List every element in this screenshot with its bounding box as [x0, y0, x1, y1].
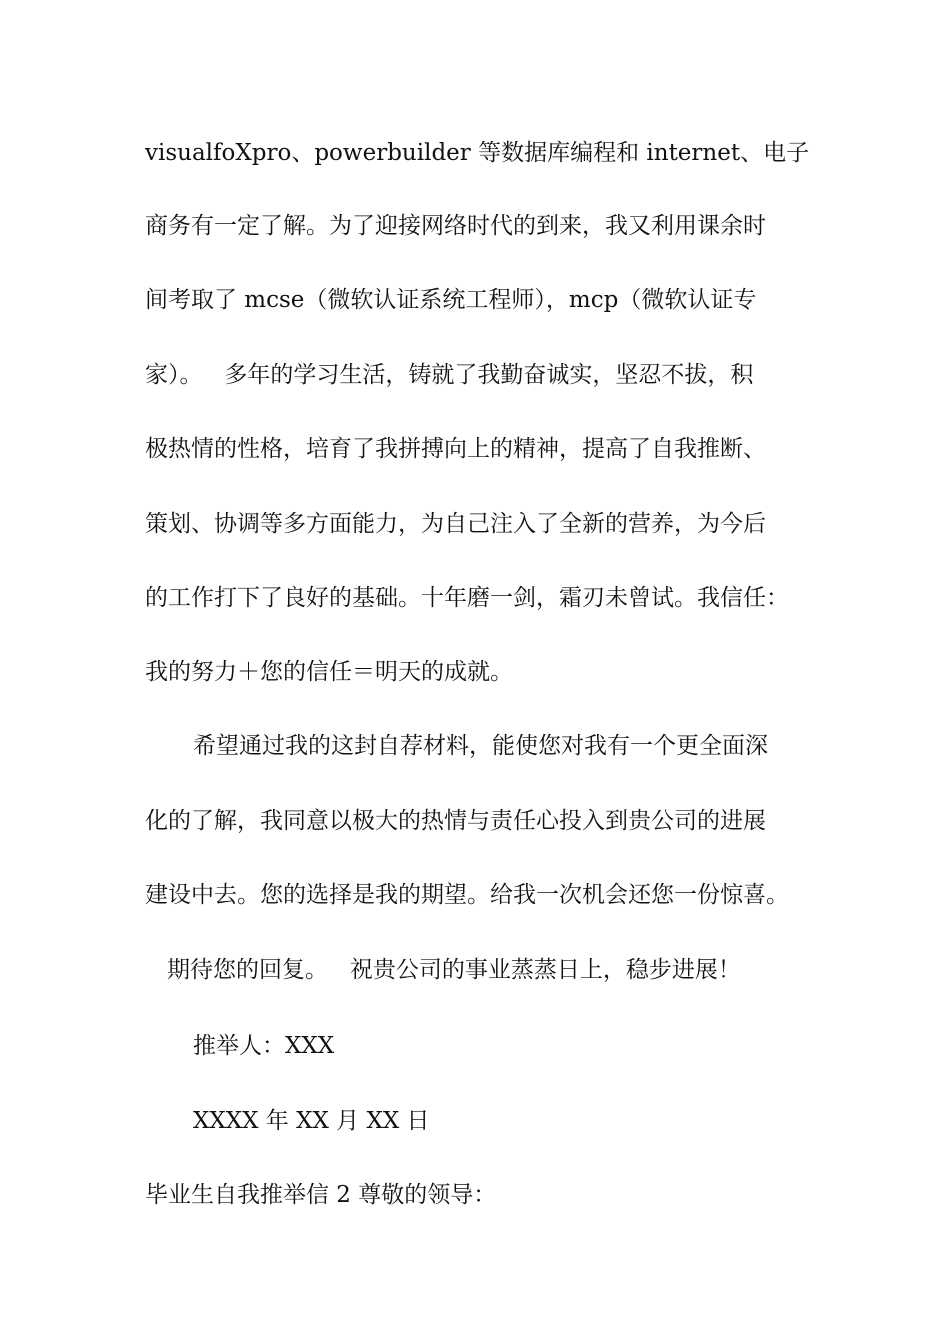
section-heading: 毕业生自我推举信 2 尊敬的领导： — [145, 1182, 497, 1208]
paragraph-line: visualfoXpro、powerbuilder 等数据库编程和 internet、电子 — [145, 140, 810, 166]
paragraph-line: 的工作打下了良好的基础。十年磨一剑，霜刃未曾试。我信任： — [145, 585, 789, 611]
paragraph-line: 间考取了 mcse（微软认证系统工程师），mcp（微软认证专 — [145, 287, 757, 313]
recommender-line: 推举人：XXX — [193, 1033, 335, 1059]
paragraph-line: 家）。 多年的学习生活，铸就了我勤奋诚实，坚忍不拔，积 — [145, 362, 754, 388]
paragraph-line: 建设中去。您的选择是我的期望。给我一次机会还您一份惊喜。 — [145, 882, 789, 908]
paragraph-line: 我的努力＋您的信任＝明天的成就。 — [145, 659, 513, 685]
paragraph-line: 极热情的性格，培育了我拼搏向上的精神，提高了自我推断、 — [145, 436, 766, 462]
paragraph-line: 化的了解，我同意以极大的热情与责任心投入到贵公司的进展 — [145, 808, 766, 834]
paragraph-line: 商务有一定了解。为了迎接网络时代的到来，我又利用课余时 — [145, 213, 766, 239]
date-line: XXXX 年 XX 月 XX 日 — [193, 1108, 430, 1134]
closing-wishes-line: 期待您的回复。 祝贵公司的事业蒸蒸日上，稳步进展！ — [167, 957, 741, 983]
paragraph-line: 策划、协调等多方面能力，为自己注入了全新的营养，为今后 — [145, 511, 766, 537]
paragraph-line-indented: 希望通过我的这封自荐材料，能使您对我有一个更全面深 — [193, 733, 768, 759]
